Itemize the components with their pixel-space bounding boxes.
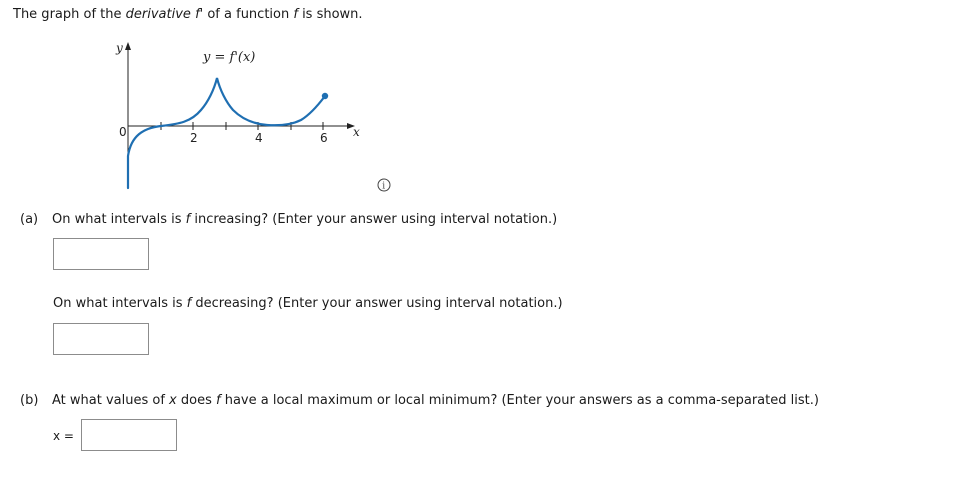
prompt-fprime: f': [195, 7, 204, 22]
derivative-curve: [128, 78, 325, 188]
qb-text-after: have a local maximum or local minimum? (Enter your answers as a comma-separated list.): [220, 393, 819, 408]
qb-text-mid: does: [176, 393, 216, 408]
extrema-x-input[interactable]: [81, 419, 177, 451]
qb-x: x: [169, 393, 177, 408]
prompt-text-middle: of a function: [203, 7, 294, 22]
q1-text-after: increasing? (Enter your answer using interval notation.): [190, 212, 558, 227]
decreasing-intervals-input[interactable]: [53, 323, 149, 355]
q1-text: On what intervals is: [52, 212, 186, 227]
q1-f: f: [185, 212, 191, 227]
qb-f: f: [216, 393, 221, 408]
qb-text: At what values of: [52, 393, 170, 408]
prompt-text: The graph of the: [13, 7, 126, 22]
problem-prompt: [13, 7, 363, 22]
x-equals-label: x =: [53, 429, 74, 443]
part-a-label: (a): [20, 212, 39, 227]
y-axis-label: y: [116, 41, 123, 55]
part-b-label: (b): [20, 393, 39, 408]
prompt-f: f: [293, 7, 298, 22]
q2-text-after: decreasing? (Enter your answer using interval notation.): [191, 296, 563, 311]
x-axis-label: x: [353, 125, 360, 139]
increasing-intervals-input[interactable]: [53, 238, 149, 270]
info-icon[interactable]: [377, 178, 391, 192]
curve-label: y = f'(x): [203, 50, 256, 65]
question-b-extrema: [20, 393, 819, 408]
prompt-text-after: is shown.: [297, 7, 363, 22]
prompt-derivative: derivative: [125, 7, 191, 22]
origin-label: 0: [119, 125, 127, 139]
question-a-decreasing: [53, 296, 563, 311]
q2-f: f: [186, 296, 192, 311]
tick-label-2: 2: [190, 131, 198, 145]
derivative-graph: [95, 38, 385, 194]
y-axis-arrow: [125, 42, 131, 50]
curve-endpoint: [322, 93, 328, 99]
q2-text: On what intervals is: [53, 296, 187, 311]
svg-text:i: i: [382, 181, 386, 192]
question-a-increasing: [20, 212, 557, 227]
tick-label-6: 6: [320, 131, 328, 145]
tick-label-4: 4: [255, 131, 263, 145]
